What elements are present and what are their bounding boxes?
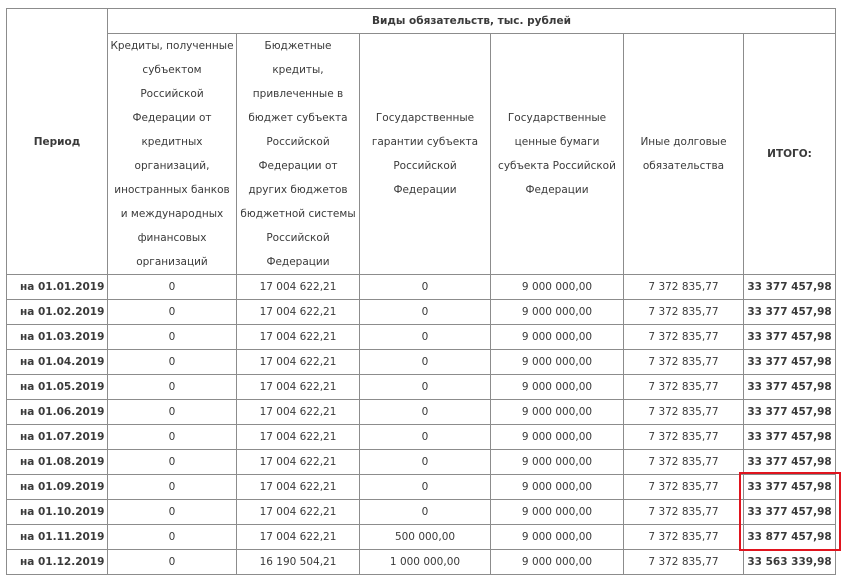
credit-organizations-cell: 0 — [108, 350, 237, 375]
total-cell: 33 377 457,98 — [744, 325, 836, 350]
securities-cell: 9 000 000,00 — [491, 450, 624, 475]
header-period: Период — [7, 9, 108, 275]
credit-organizations-cell: 0 — [108, 275, 237, 300]
securities-cell: 9 000 000,00 — [491, 500, 624, 525]
table-row — [7, 275, 836, 300]
header-credit-organizations: Кредиты, полученные субъектом Российской Федерации от кредитных организаций, иностранных банков и международных финансовых организаций — [108, 34, 237, 275]
credit-organizations-cell: 0 — [108, 325, 237, 350]
table-row — [7, 550, 836, 575]
period-cell: на 01.11.2019 — [7, 525, 108, 550]
budget-credits-cell: 16 190 504,21 — [237, 550, 360, 575]
securities-cell: 9 000 000,00 — [491, 325, 624, 350]
period-cell: на 01.02.2019 — [7, 300, 108, 325]
state-guarantees-cell: 0 — [360, 275, 491, 300]
period-cell: на 01.10.2019 — [7, 500, 108, 525]
table-row — [7, 300, 836, 325]
debt-obligations-table — [6, 8, 836, 575]
total-cell: 33 377 457,98 — [744, 350, 836, 375]
securities-cell: 9 000 000,00 — [491, 550, 624, 575]
securities-cell: 9 000 000,00 — [491, 350, 624, 375]
other-obligations-cell: 7 372 835,77 — [624, 550, 744, 575]
credit-organizations-cell: 0 — [108, 550, 237, 575]
other-obligations-cell: 7 372 835,77 — [624, 425, 744, 450]
table-row — [7, 325, 836, 350]
state-guarantees-cell: 0 — [360, 400, 491, 425]
other-obligations-cell: 7 372 835,77 — [624, 350, 744, 375]
header-obligation-types: Виды обязательств, тыс. рублей — [108, 9, 836, 34]
total-cell: 33 377 457,98 — [744, 425, 836, 450]
securities-cell: 9 000 000,00 — [491, 475, 624, 500]
period-cell: на 01.03.2019 — [7, 325, 108, 350]
total-cell: 33 377 457,98 — [744, 400, 836, 425]
total-cell: 33 377 457,98 — [744, 475, 836, 500]
securities-cell: 9 000 000,00 — [491, 375, 624, 400]
table-row — [7, 525, 836, 550]
credit-organizations-cell: 0 — [108, 475, 237, 500]
securities-cell: 9 000 000,00 — [491, 300, 624, 325]
budget-credits-cell: 17 004 622,21 — [237, 450, 360, 475]
table-body — [7, 275, 836, 575]
credit-organizations-cell: 0 — [108, 500, 237, 525]
header-row-columns — [7, 34, 836, 275]
header-row-group — [7, 9, 836, 34]
header-total: ИТОГО: — [744, 34, 836, 275]
period-cell: на 01.12.2019 — [7, 550, 108, 575]
budget-credits-cell: 17 004 622,21 — [237, 425, 360, 450]
securities-cell: 9 000 000,00 — [491, 525, 624, 550]
budget-credits-cell: 17 004 622,21 — [237, 525, 360, 550]
credit-organizations-cell: 0 — [108, 375, 237, 400]
budget-credits-cell: 17 004 622,21 — [237, 300, 360, 325]
budget-credits-cell: 17 004 622,21 — [237, 325, 360, 350]
state-guarantees-cell: 0 — [360, 425, 491, 450]
state-guarantees-cell: 0 — [360, 300, 491, 325]
securities-cell: 9 000 000,00 — [491, 275, 624, 300]
budget-credits-cell: 17 004 622,21 — [237, 400, 360, 425]
credit-organizations-cell: 0 — [108, 300, 237, 325]
total-cell: 33 377 457,98 — [744, 375, 836, 400]
period-cell: на 01.08.2019 — [7, 450, 108, 475]
period-cell: на 01.01.2019 — [7, 275, 108, 300]
table-row — [7, 375, 836, 400]
securities-cell: 9 000 000,00 — [491, 425, 624, 450]
state-guarantees-cell: 500 000,00 — [360, 525, 491, 550]
total-cell: 33 377 457,98 — [744, 275, 836, 300]
budget-credits-cell: 17 004 622,21 — [237, 475, 360, 500]
state-guarantees-cell: 1 000 000,00 — [360, 550, 491, 575]
other-obligations-cell: 7 372 835,77 — [624, 275, 744, 300]
header-other-obligations: Иные долговые обязательства — [624, 34, 744, 275]
table-row — [7, 350, 836, 375]
state-guarantees-cell: 0 — [360, 350, 491, 375]
table-row — [7, 475, 836, 500]
credit-organizations-cell: 0 — [108, 525, 237, 550]
other-obligations-cell: 7 372 835,77 — [624, 525, 744, 550]
other-obligations-cell: 7 372 835,77 — [624, 400, 744, 425]
period-cell: на 01.09.2019 — [7, 475, 108, 500]
period-cell: на 01.07.2019 — [7, 425, 108, 450]
total-cell: 33 877 457,98 — [744, 525, 836, 550]
budget-credits-cell: 17 004 622,21 — [237, 275, 360, 300]
other-obligations-cell: 7 372 835,77 — [624, 475, 744, 500]
period-cell: на 01.04.2019 — [7, 350, 108, 375]
other-obligations-cell: 7 372 835,77 — [624, 450, 744, 475]
table-row — [7, 425, 836, 450]
period-cell: на 01.05.2019 — [7, 375, 108, 400]
credit-organizations-cell: 0 — [108, 400, 237, 425]
total-cell: 33 377 457,98 — [744, 300, 836, 325]
state-guarantees-cell: 0 — [360, 375, 491, 400]
table-row — [7, 500, 836, 525]
state-guarantees-cell: 0 — [360, 475, 491, 500]
header-budget-credits: Бюджетные кредиты, привлеченные в бюджет субъекта Российской Федерации от других бюджетов бюджетной системы Российской Федерации — [237, 34, 360, 275]
budget-credits-cell: 17 004 622,21 — [237, 500, 360, 525]
credit-organizations-cell: 0 — [108, 425, 237, 450]
budget-credits-cell: 17 004 622,21 — [237, 350, 360, 375]
table-row — [7, 400, 836, 425]
state-guarantees-cell: 0 — [360, 500, 491, 525]
header-securities: Государственные ценные бумаги субъекта Российской Федерации — [491, 34, 624, 275]
other-obligations-cell: 7 372 835,77 — [624, 325, 744, 350]
credit-organizations-cell: 0 — [108, 450, 237, 475]
other-obligations-cell: 7 372 835,77 — [624, 500, 744, 525]
other-obligations-cell: 7 372 835,77 — [624, 375, 744, 400]
total-cell: 33 377 457,98 — [744, 450, 836, 475]
budget-credits-cell: 17 004 622,21 — [237, 375, 360, 400]
state-guarantees-cell: 0 — [360, 450, 491, 475]
total-cell: 33 377 457,98 — [744, 500, 836, 525]
state-guarantees-cell: 0 — [360, 325, 491, 350]
securities-cell: 9 000 000,00 — [491, 400, 624, 425]
total-cell: 33 563 339,98 — [744, 550, 836, 575]
table-row — [7, 450, 836, 475]
period-cell: на 01.06.2019 — [7, 400, 108, 425]
other-obligations-cell: 7 372 835,77 — [624, 300, 744, 325]
header-state-guarantees: Государственные гарантии субъекта Российской Федерации — [360, 34, 491, 275]
